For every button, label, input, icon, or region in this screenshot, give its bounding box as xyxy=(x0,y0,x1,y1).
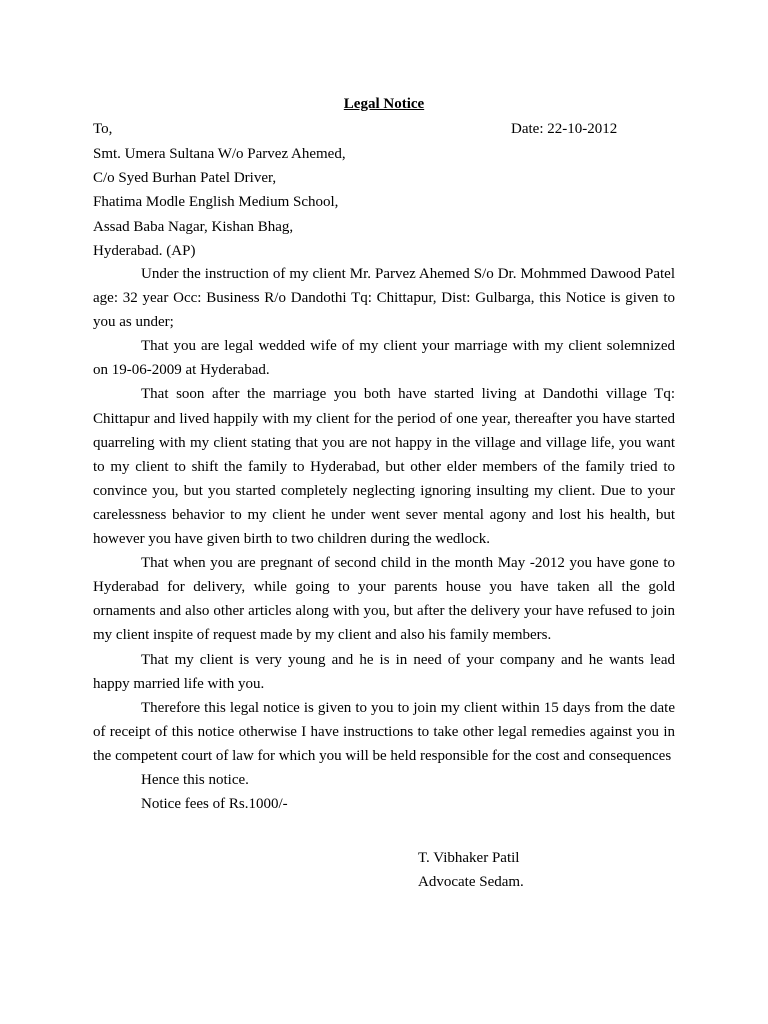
signatory-designation: Advocate Sedam. xyxy=(418,874,524,891)
body-paragraph: That when you are pregnant of second child in the month May -2012 you have gone to Hyderabad for delivery, while going to your parents house you have taken all the gold ornaments and also other articles along with you, but after the delivery your have refused to join my client inspite of request made by my client and also his family members. xyxy=(93,555,675,644)
body-paragraph: Under the instruction of my client Mr. Parvez Ahemed S/o Dr. Mohmmed Dawood Patel age: 32 year Occ: Business R/o Dandothi Tq: Chittapur, Dist: Gulbarga, this Notice is given to you as under; xyxy=(93,266,675,331)
body-paragraph: That you are legal wedded wife of my client your marriage with my client solemnized on 19-06-2009 at Hyderabad. xyxy=(93,338,675,379)
recipient-address xyxy=(93,142,675,263)
address-line: Assad Baba Nagar, Kishan Bhag, xyxy=(93,218,294,235)
address-line: Fhatima Modle English Medium School, xyxy=(93,194,339,211)
signature-block xyxy=(418,846,524,894)
address-line: Smt. Umera Sultana W/o Parvez Ahemed, xyxy=(93,146,346,162)
addressee-header xyxy=(93,118,675,140)
body-paragraph: That my client is very young and he is in need of your company and he wants lead happy married life with you. xyxy=(93,651,675,692)
notice-date: Date: 22-10-2012 xyxy=(511,121,618,137)
address-line: Hyderabad. (AP) xyxy=(93,242,196,259)
body-paragraph: Therefore this legal notice is given to you to join my client within 15 days from the date of receipt of this notice otherwise I have instructions to take other legal remedies against you in the competent court of law for which you will be held responsible for the cost and consequences xyxy=(93,699,675,764)
closing-line: Hence this notice. xyxy=(141,771,249,788)
signatory-name: T. Vibhaker Patil xyxy=(418,850,520,866)
to-label: To, xyxy=(93,121,113,137)
notice-body xyxy=(93,262,675,816)
body-paragraph: That soon after the marriage you both have started living at Dandothi village Tq: Chittapur and lived happily with my client for the period of one year, thereafter you have started quarreling with my client stating that you are not happy in the village and village life, you want to my client to shift the family to Hyderabad, but other elder members of the family tried to convince you, but you started completely neglecting ignoring insulting my client. Due to your carelessness behavior to my client he under went sever mental agony and lost his health, but however you have given birth to two children during the wedlock. xyxy=(93,386,675,548)
notice-fees-line: Notice fees of Rs.1000/- xyxy=(141,796,288,813)
notice-title: Legal Notice xyxy=(343,96,425,112)
address-line: C/o Syed Burhan Patel Driver, xyxy=(93,170,277,187)
